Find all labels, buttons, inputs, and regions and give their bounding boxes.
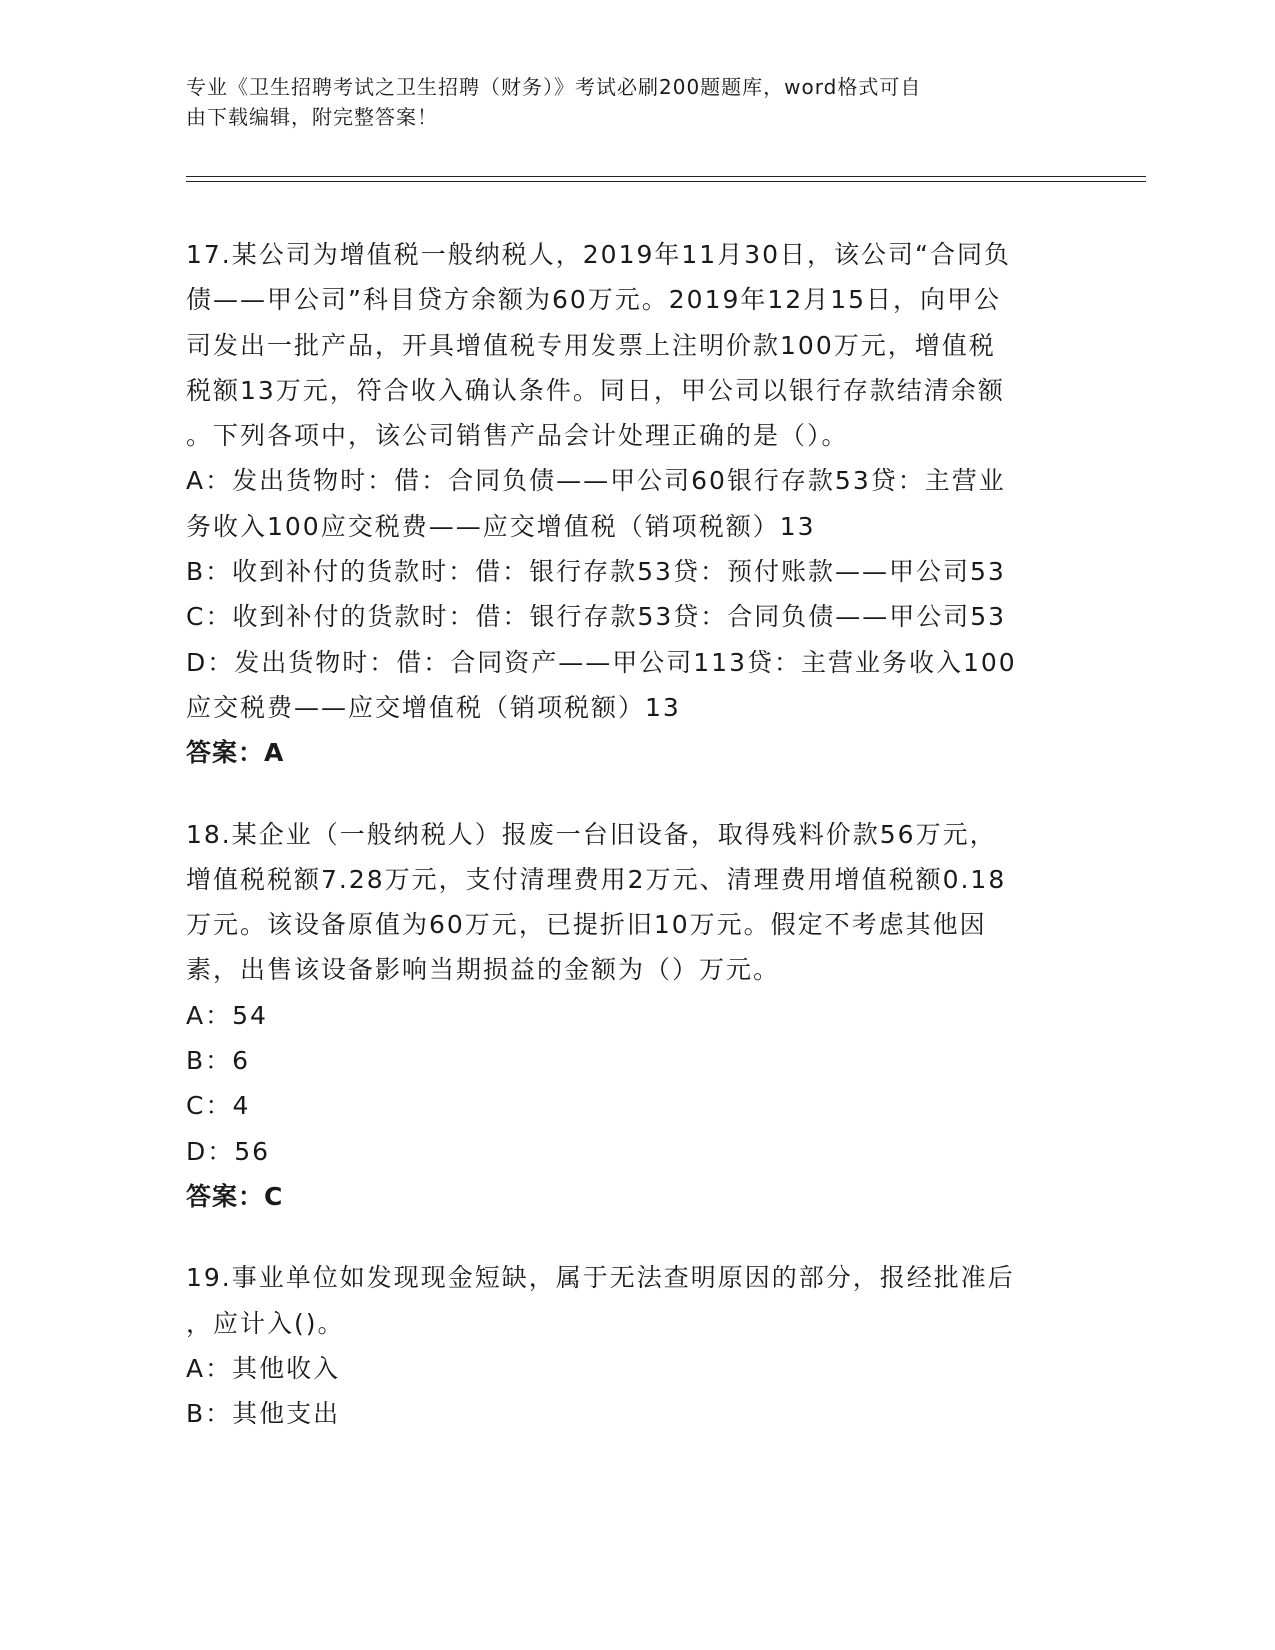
header-line-2: 由下载编辑，附完整答案！ xyxy=(186,105,438,129)
header-divider-top xyxy=(186,176,1146,177)
document-header xyxy=(186,72,1066,132)
option-a: A：其他收入 xyxy=(186,1353,341,1383)
question-text-line: ，应计入()。 xyxy=(186,1308,345,1338)
question-list xyxy=(186,232,1086,1472)
option-a: A：发出货物时：借：合同负债——甲公司60银行存款53贷：主营业 xyxy=(186,466,1006,496)
question-19 xyxy=(186,1255,1086,1436)
option-d: D：56 xyxy=(186,1136,271,1166)
option-a-continued: 务收入100应交税费——应交增值税（销项税额）13 xyxy=(186,511,816,541)
option-a: A：54 xyxy=(186,1000,268,1030)
header-line-1: 专业《卫生招聘考试之卫生招聘（财务）》考试必刷200题题库，word格式可自 xyxy=(186,75,922,99)
question-text-line: 增值税税额7.28万元，支付清理费用2万元、清理费用增值税额0.18 xyxy=(186,864,1007,894)
question-18 xyxy=(186,812,1086,1220)
question-text-line: 。下列各项中，该公司销售产品会计处理正确的是（）。 xyxy=(186,421,849,451)
option-c: C：收到补付的货款时：借：银行存款53贷：合同负债——甲公司53 xyxy=(186,602,1007,632)
option-b: B：6 xyxy=(186,1046,251,1076)
question-text-line: 17.某公司为增值税一般纳税人，2019年11月30日，该公司“合同负 xyxy=(186,240,1011,269)
question-text-line: 债——甲公司”科目贷方余额为60万元。2019年12月15日，向甲公 xyxy=(186,285,1002,315)
question-text-line: 19.事业单位如发现现金短缺，属于无法查明原因的部分，报经批准后 xyxy=(186,1263,1015,1293)
question-17 xyxy=(186,232,1086,776)
option-d-continued: 应交税费——应交增值税（销项税额）13 xyxy=(186,692,681,722)
answer-label: 答案：C xyxy=(186,1181,284,1211)
option-c: C：4 xyxy=(186,1091,251,1121)
option-d: D：发出货物时：借：合同资产——甲公司113贷：主营业务收入100 xyxy=(186,647,1017,677)
question-text-line: 税额13万元，符合收入确认条件。同日，甲公司以银行存款结清余额 xyxy=(186,375,1005,405)
option-b: B：收到补付的货款时：借：银行存款53贷：预付账款——甲公司53 xyxy=(186,557,1006,587)
question-text-line: 18.某企业（一般纳税人）报废一台旧设备，取得残料价款56万元， xyxy=(186,819,997,849)
question-text-line: 素，出售该设备影响当期损益的金额为（）万元。 xyxy=(186,955,781,985)
answer-label: 答案：A xyxy=(186,738,285,768)
header-divider-bottom xyxy=(186,181,1146,182)
question-text-line: 万元。该设备原值为60万元，已提折旧10万元。假定不考虑其他因 xyxy=(186,910,987,940)
question-text-line: 司发出一批产品，开具增值税专用发票上注明价款100万元，增值税 xyxy=(186,330,996,360)
option-b: B：其他支出 xyxy=(186,1399,341,1429)
